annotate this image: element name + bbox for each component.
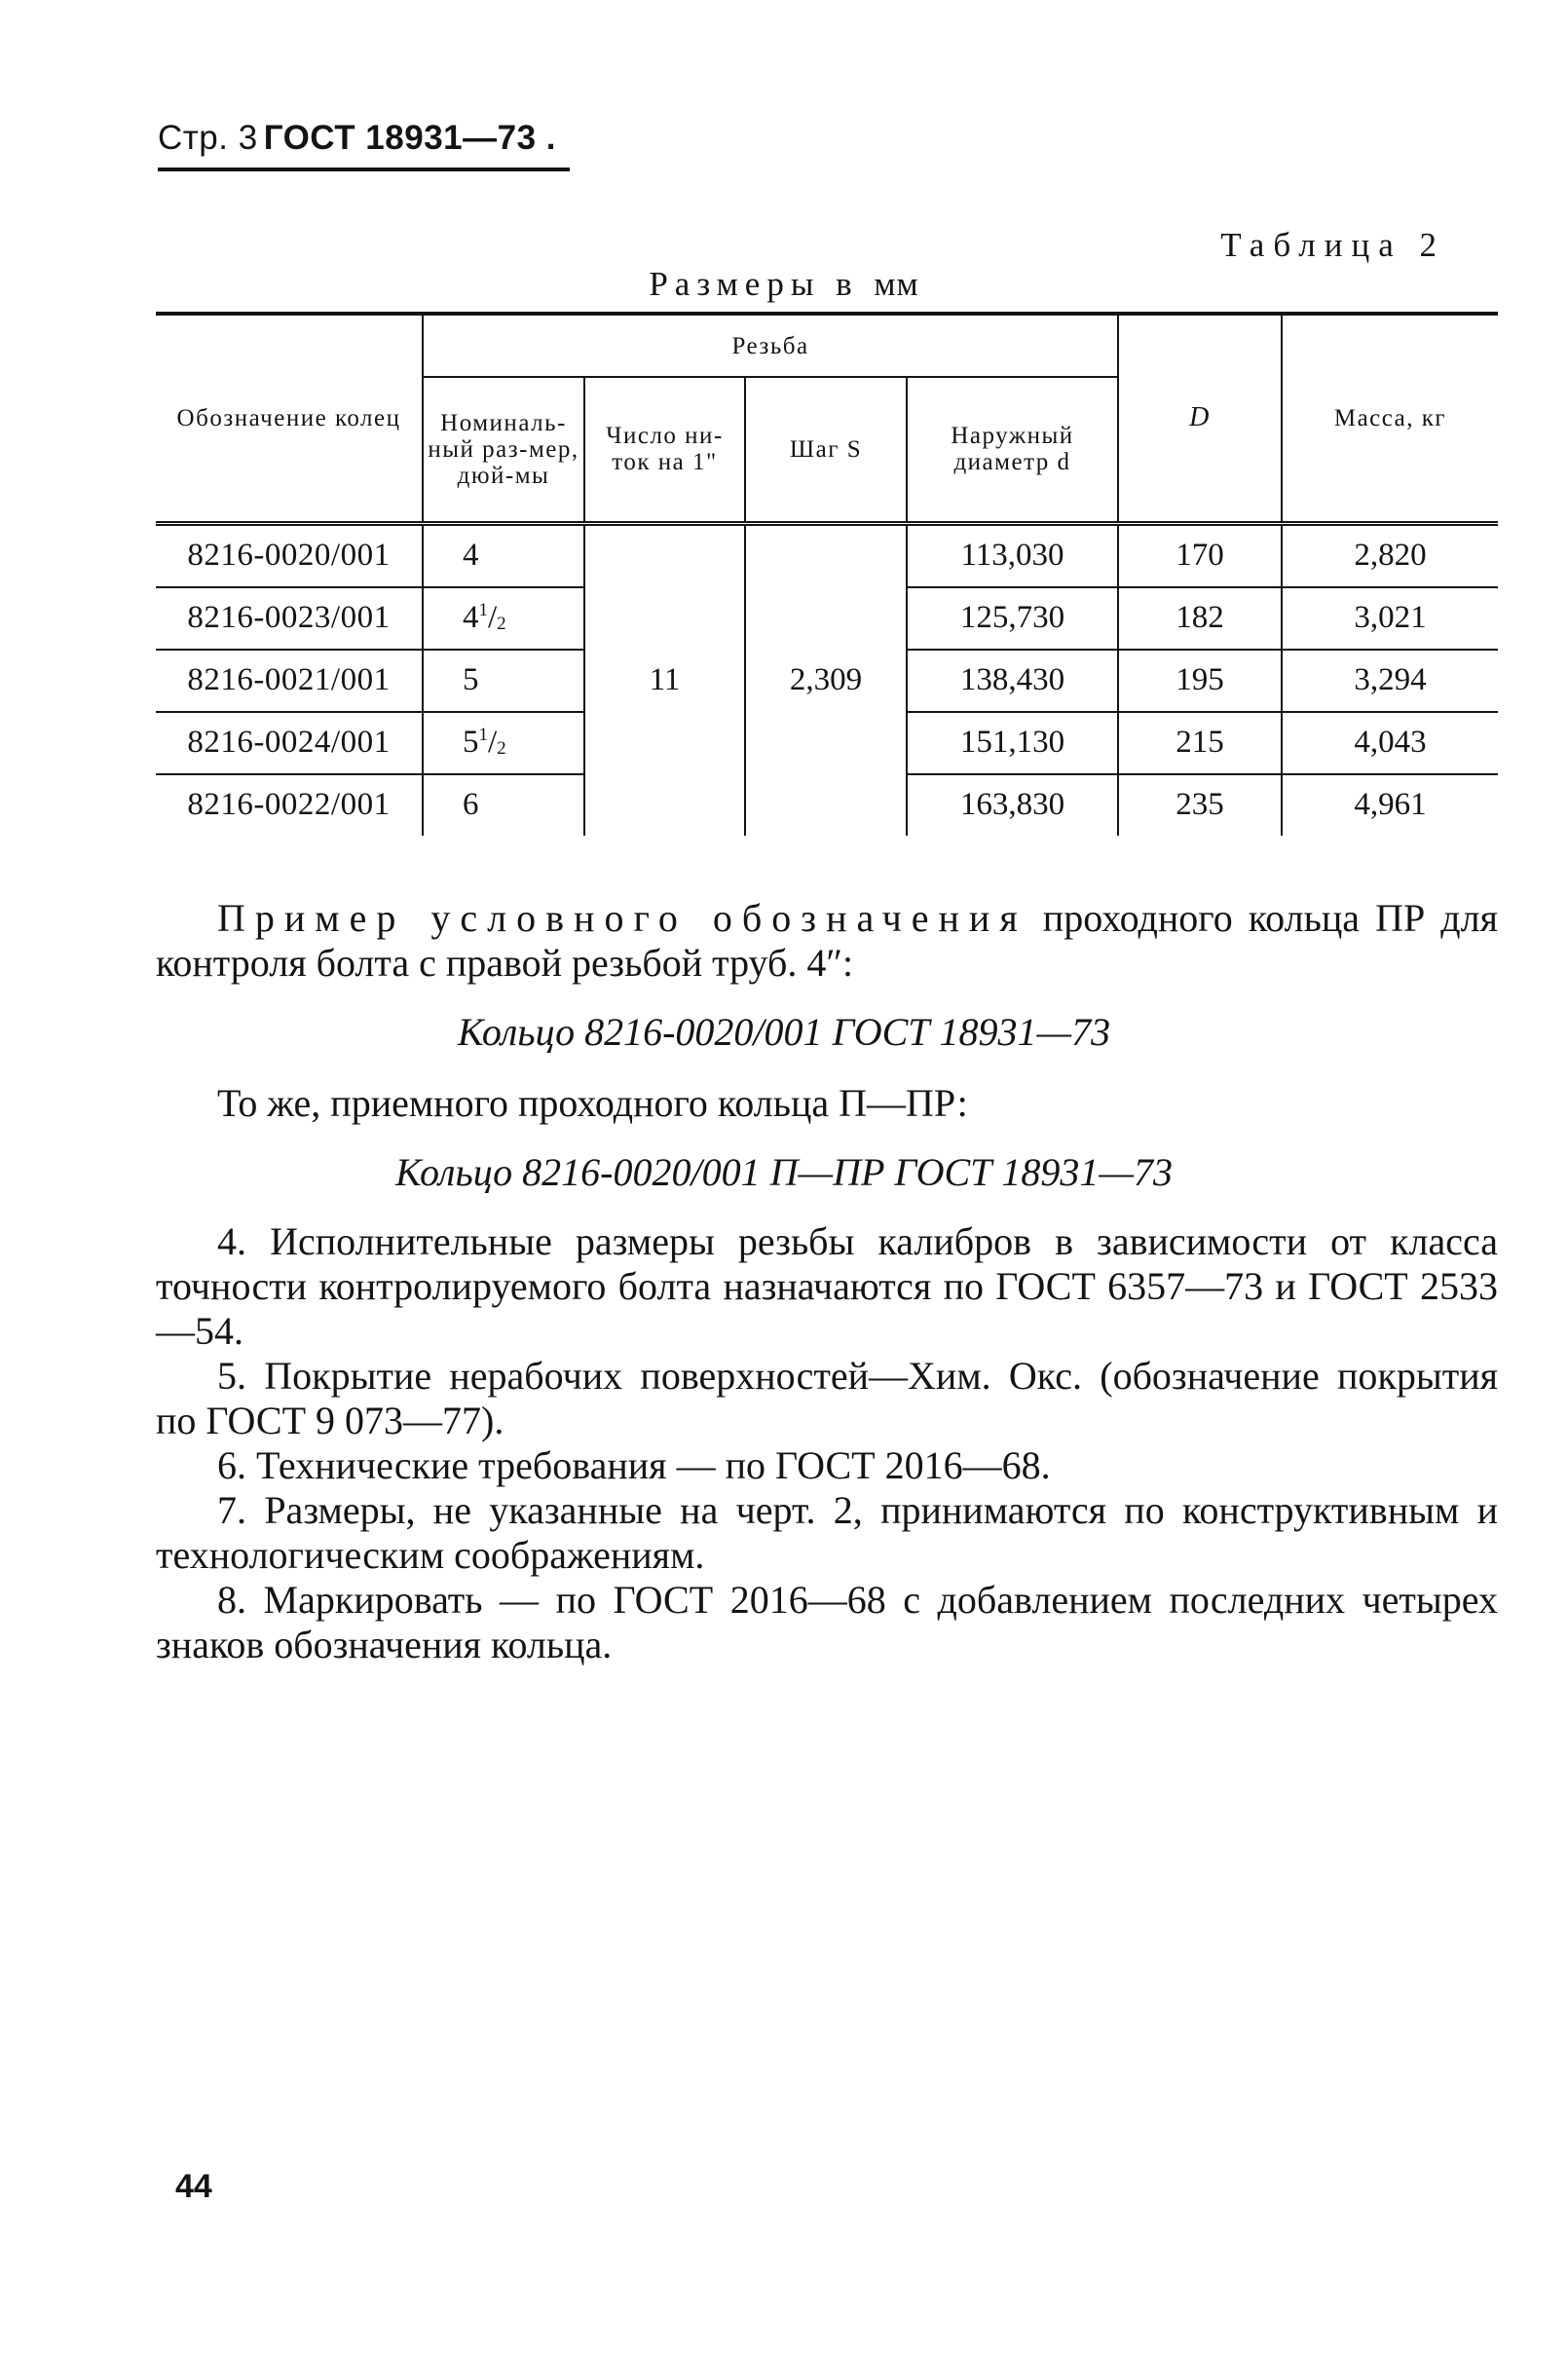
- list-item: 5. Покрытие нерабочих поверхностей—Хим. Окс. (обозначение покрытия по ГОСТ 9 073—77).: [156, 1354, 1498, 1442]
- cell-code: 8216-0023/001: [156, 587, 423, 650]
- example-lead: Пример условного обозначения: [217, 896, 1027, 940]
- cell-D: 215: [1118, 712, 1282, 774]
- cell-D: 235: [1118, 774, 1282, 836]
- cell-mass: 3,021: [1282, 587, 1498, 650]
- requirements-list: [156, 1219, 1498, 1667]
- nominal-denominator: 2: [497, 738, 506, 759]
- cell-D: 182: [1118, 587, 1282, 650]
- cell-outer: 151,130: [907, 712, 1118, 774]
- units-note: [0, 265, 1568, 304]
- dimensions-table: [156, 312, 1498, 836]
- nominal-denominator: 2: [497, 614, 506, 634]
- cell-pitch: 2,309: [745, 523, 907, 836]
- cell-outer: 125,730: [907, 587, 1118, 650]
- cell-code: 8216-0022/001: [187, 787, 391, 822]
- nominal-whole: 4: [463, 538, 479, 573]
- cell-outer: 163,830: [907, 774, 1118, 836]
- cell-code: 8216-0020/001: [156, 523, 423, 587]
- list-item: 4. Исполнительные размеры резьбы калибров в зависимости от класса точности контролируемого болта назначаются по ГОСТ 6357—73 и ГОСТ 2533—54.: [156, 1219, 1498, 1353]
- table-row: [156, 523, 1498, 587]
- header-designation: Обозначение колец: [176, 404, 401, 431]
- header-threads: Число ни-ток на 1": [584, 377, 745, 523]
- page-number: 44: [175, 2168, 212, 2205]
- nominal-whole: 5: [463, 662, 479, 697]
- units-prefix: Размеры в: [649, 265, 859, 303]
- cell-D: 195: [1118, 650, 1282, 712]
- cell-mass: 4,043: [1282, 712, 1498, 774]
- cell-nominal: [423, 650, 584, 712]
- header-pitch: Шаг S: [745, 377, 907, 523]
- designation-example-2: Кольцо 8216-0020/001 П—ПР ГОСТ 18931—73: [395, 1150, 1173, 1194]
- header-outer-diameter: Наружный диаметр d: [907, 377, 1118, 523]
- gost-title: ГОСТ 18931—73 .: [263, 119, 557, 157]
- example-paragraph: [156, 896, 1498, 986]
- list-item: 8. Маркировать — по ГОСТ 2016—68 с добавлением последних четырех знаков обозначения кольца.: [156, 1578, 1498, 1666]
- cell-mass: 3,294: [1282, 650, 1498, 712]
- header-mass: Масса, кг: [1282, 314, 1498, 523]
- cell-nominal: $4^1/_2$: [423, 587, 584, 650]
- nominal-whole: 5: [463, 725, 479, 760]
- list-item: 6. Технические требования — по ГОСТ 2016—68.: [217, 1443, 1051, 1487]
- cell-code: 8216-0024/001: [156, 712, 423, 774]
- units-value: мм: [874, 265, 919, 303]
- nominal-numerator: 1: [478, 600, 488, 620]
- cell-outer: 138,430: [907, 650, 1118, 712]
- nominal-whole: 4: [463, 600, 479, 635]
- running-header: [158, 119, 556, 158]
- table-label: Таблица 2: [1220, 226, 1445, 264]
- cell-outer: 113,030: [907, 523, 1118, 587]
- cell-threads: 11: [584, 523, 745, 836]
- header-thread-group: Резьба: [423, 314, 1118, 377]
- header-rule: [158, 168, 570, 171]
- list-item: 7. Размеры, не указанные на черт. 2, принимаются по конструктивным и технологическим соображениям.: [156, 1488, 1498, 1577]
- cell-mass: 4,961: [1282, 774, 1498, 836]
- header-D: D: [1118, 314, 1282, 523]
- cell-code: 8216-0021/001: [156, 650, 423, 712]
- nominal-numerator: 1: [478, 725, 488, 745]
- same-paragraph: То же, приемного проходного кольца П—ПР:: [217, 1081, 968, 1125]
- nominal-whole: 6: [463, 787, 479, 822]
- cell-nominal: $5^1/_2$: [423, 712, 584, 774]
- cell-D: 170: [1118, 523, 1282, 587]
- designation-example-1: Кольцо 8216-0020/001 ГОСТ 18931—73: [457, 1010, 1111, 1054]
- cell-nominal: [423, 774, 584, 836]
- example-text: проходного кольца ПР для контроля болта с правой резьбой труб. 4″:: [156, 896, 1499, 985]
- header-nominal: Номиналь-ный раз-мер, дюй-мы: [423, 377, 584, 523]
- cell-nominal: [423, 523, 584, 587]
- page-label: Стр. 3: [158, 119, 258, 157]
- cell-mass: 2,820: [1282, 523, 1498, 587]
